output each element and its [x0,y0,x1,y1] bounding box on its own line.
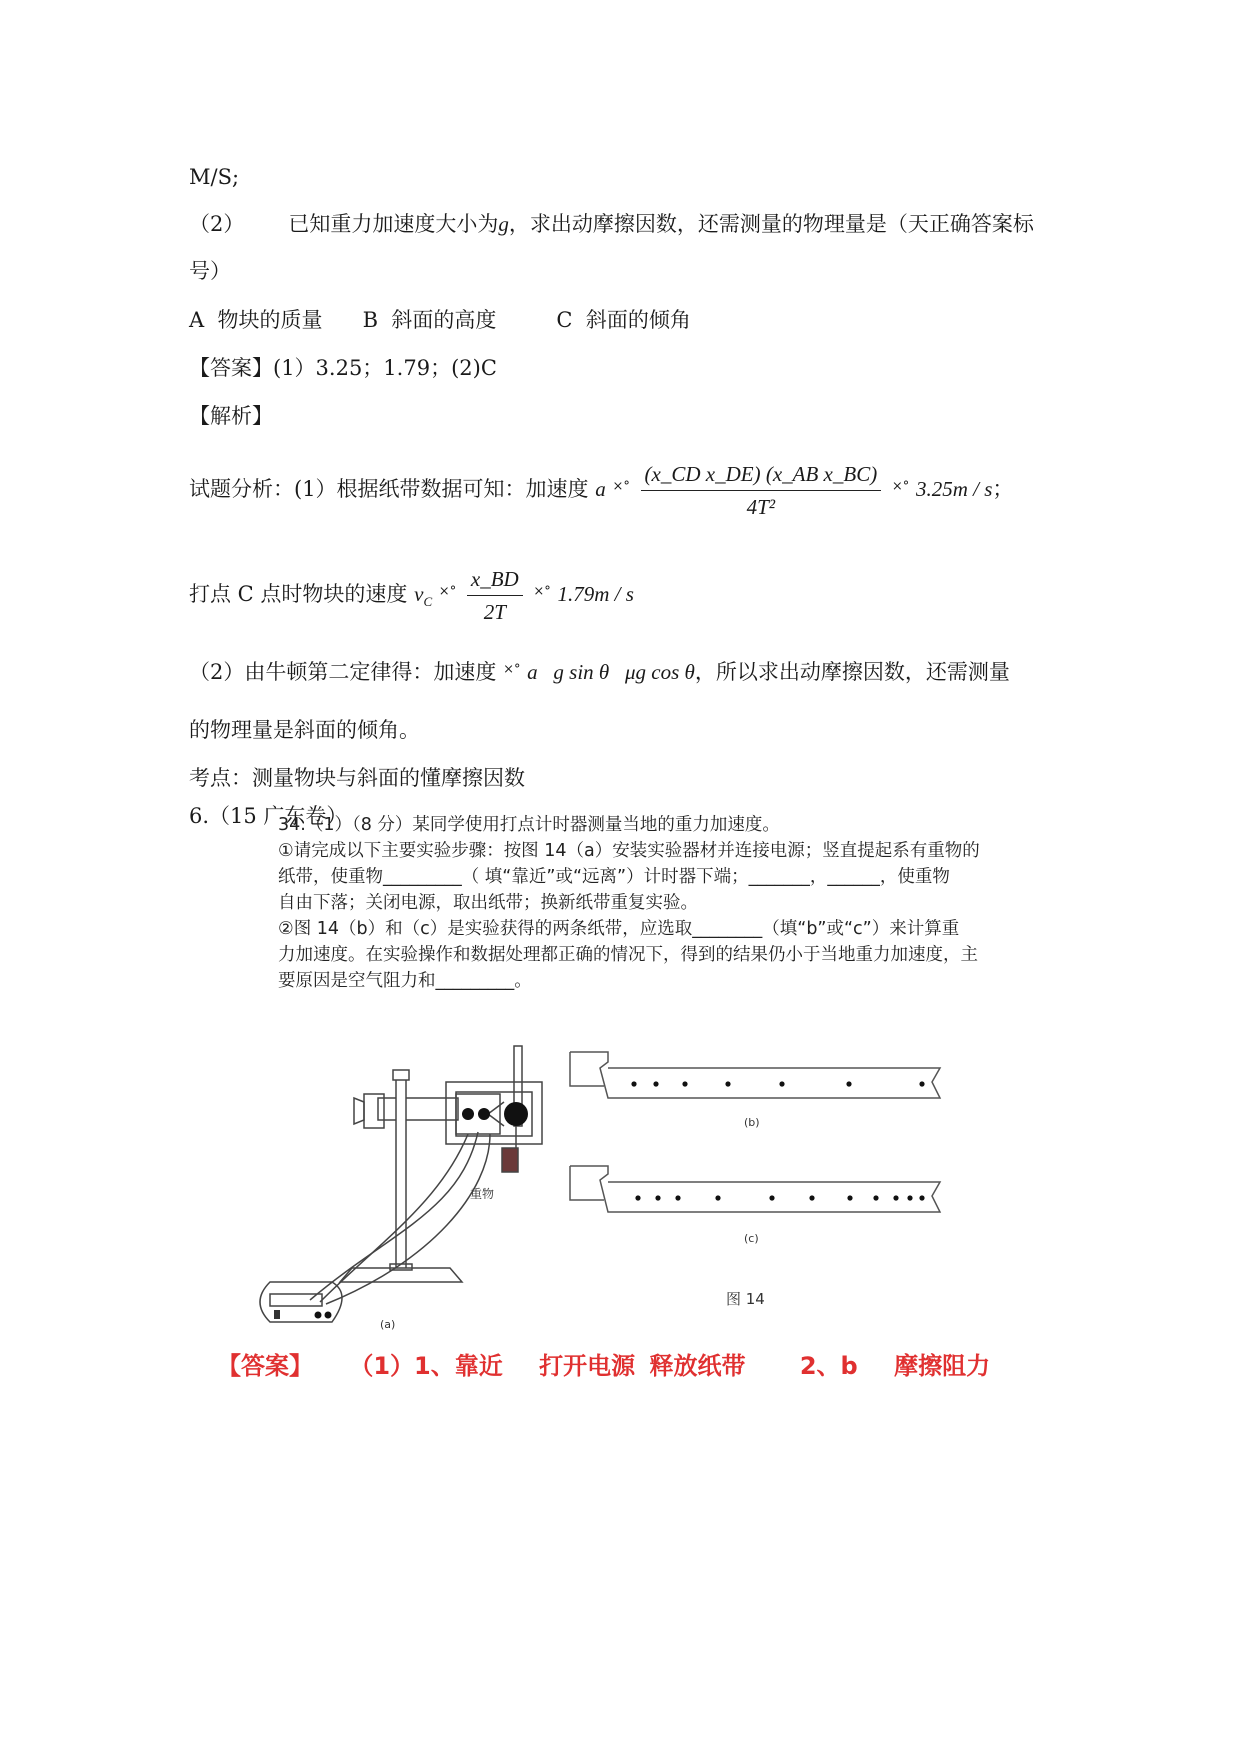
tape-c-dot [809,1195,814,1200]
scanned-problem [240,812,1000,1332]
timer-terminal [462,1108,474,1120]
tape-c-dot [769,1195,774,1200]
clamp-knob [354,1098,364,1124]
question-2-line-cont: 号） [189,259,231,283]
stand-pole-cap [393,1070,409,1080]
tape-c-dot [655,1195,660,1200]
stand-pole [396,1076,406,1272]
figure-a-label: (a) [380,1318,396,1331]
tape-b [570,1052,940,1098]
tape-b-end [570,1052,604,1086]
tape-c-dot [715,1195,720,1200]
figure-b-label: (b) [744,1116,760,1129]
question-2-number: （2） [189,212,245,236]
figure-caption: 图 14 [726,1290,765,1308]
tape-b-dot [631,1081,636,1086]
tape-c-dot [635,1195,640,1200]
tape-c-dot [873,1195,878,1200]
garbled-glyph: ×° [612,479,630,494]
options-line: A 物块的质量 B 斜面的高度 C 斜面的倾角 [189,308,691,332]
velocity-result: 1.79m / s [557,582,634,606]
fraction-numerator: (x_CD x_DE) (x_AB x_BC) [641,460,882,491]
problem-6-heading: 6.（15 广东卷） [189,804,348,828]
acceleration-result: 3.25m / s [915,477,993,501]
analysis-acceleration-line [189,460,1013,521]
acceleration-fraction [641,460,882,521]
scan-question-line: ②图 14（b）和（c）是实验获得的两条纸带，应选取________（填“b”或“c”）来计算重 [278,919,960,939]
analysis-heading: 【解析】 [189,404,273,428]
arrow [488,1114,504,1126]
tape-b-dot [779,1081,784,1086]
scan-question-line: 要原因是空气阻力和_________。 [278,971,532,991]
question-2-text-b: ，求出动摩擦因数，还需测量的物理量是（天正确答案标 [508,212,1034,236]
scan-question-line: 自由下落；关闭电源，取出纸带；换新纸带重复实验。 [278,893,698,913]
weight-label: 重物 [470,1187,495,1201]
newton-text-b: ，所以求出动摩擦因数，还需测量 [694,660,1010,684]
scan-question-line: 力加速度。在实验操作和数据处理都正确的情况下，得到的结果仍小于当地重力加速度，主 [278,945,978,965]
velocity-text: 打点 C 点时物块的速度 [189,582,408,606]
answer-part-1: （1）1、靠近 [349,1352,503,1380]
tape-b-dot [653,1081,658,1086]
garbled-glyph: ×° [891,479,910,494]
question-2-line [189,210,1034,238]
answer-tag: 【答案】 [217,1352,313,1380]
key-point-line: 考点：测量物块与斜面的懂摩擦因数 [189,766,525,790]
weight-block [502,1148,518,1172]
symbol-g: g [498,212,509,236]
timer-disc [504,1102,528,1126]
tape-c-dot [847,1195,852,1200]
tape-c-dot [907,1195,912,1200]
scan-question-line: ①请完成以下主要实验步骤：按图 14（a）安装实验器材并连接电源；竖直提起系有重物的 [278,841,980,861]
newton-text-a: （2）由牛顿第二定律得：加速度 [189,660,497,684]
supply-terminal [315,1312,322,1319]
tape-c-end [570,1166,604,1200]
answer-highlight [217,1346,1012,1381]
answer-part-4: 摩擦阻力 [894,1352,991,1380]
fraction-denominator: 2T [483,600,506,624]
newton-formula: a g sin θ μg cos θ [527,660,695,684]
clamp-head [364,1094,384,1128]
tape-c-dot [893,1195,898,1200]
tape-b-dot [725,1081,730,1086]
apparatus-diagram [240,1032,550,1332]
scan-question-line: 34.（1）（8 分）某同学使用打点计时器测量当地的重力加速度。 [278,815,780,835]
timer-terminal [478,1108,490,1120]
tape-c-dot [675,1195,680,1200]
tapes-diagram [560,1042,1000,1332]
velocity-line [189,565,634,626]
supply-terminal [325,1312,332,1319]
garbled-glyph: ×° [503,662,521,677]
supply-switch [274,1310,280,1319]
figure-c-label: (c) [744,1232,759,1245]
question-2-text-a: 已知重力加速度大小为 [288,212,499,236]
analysis-text: 试题分析：(1）根据纸带数据可知：加速度 [189,477,589,501]
text-line-ms: M/S; [189,165,240,189]
tape-b-dot [846,1081,851,1086]
fraction-denominator: 4T² [746,495,776,519]
garbled-glyph: ×° [438,584,457,599]
velocity-fraction [467,565,523,626]
answer-part-2: 打开电源 释放纸带 [539,1352,746,1380]
answer-line-1: 【答案】(1）3.25；1.79；(2)C [189,356,497,380]
newton-law-line [189,656,1010,686]
symbol-a: a [595,477,606,501]
tape-c-dot [919,1195,924,1200]
line-end-punct: ； [992,477,1014,501]
tape-b-dot [919,1081,924,1086]
arrow [488,1102,504,1114]
tape-b-dot [682,1081,687,1086]
fraction-numerator: x_BD [467,565,523,596]
newton-law-line-cont: 的物理量是斜面的倾角。 [189,718,420,742]
symbol-vc: $v_C$ [414,582,433,610]
answer-part-3: 2、b [799,1352,858,1380]
tape-c [570,1166,940,1212]
scan-question-line: 纸带，使重物_________（ 填“靠近”或“远离”）计时器下端；_______，______，使重物 [278,867,950,887]
garbled-glyph: ×° [533,584,551,599]
